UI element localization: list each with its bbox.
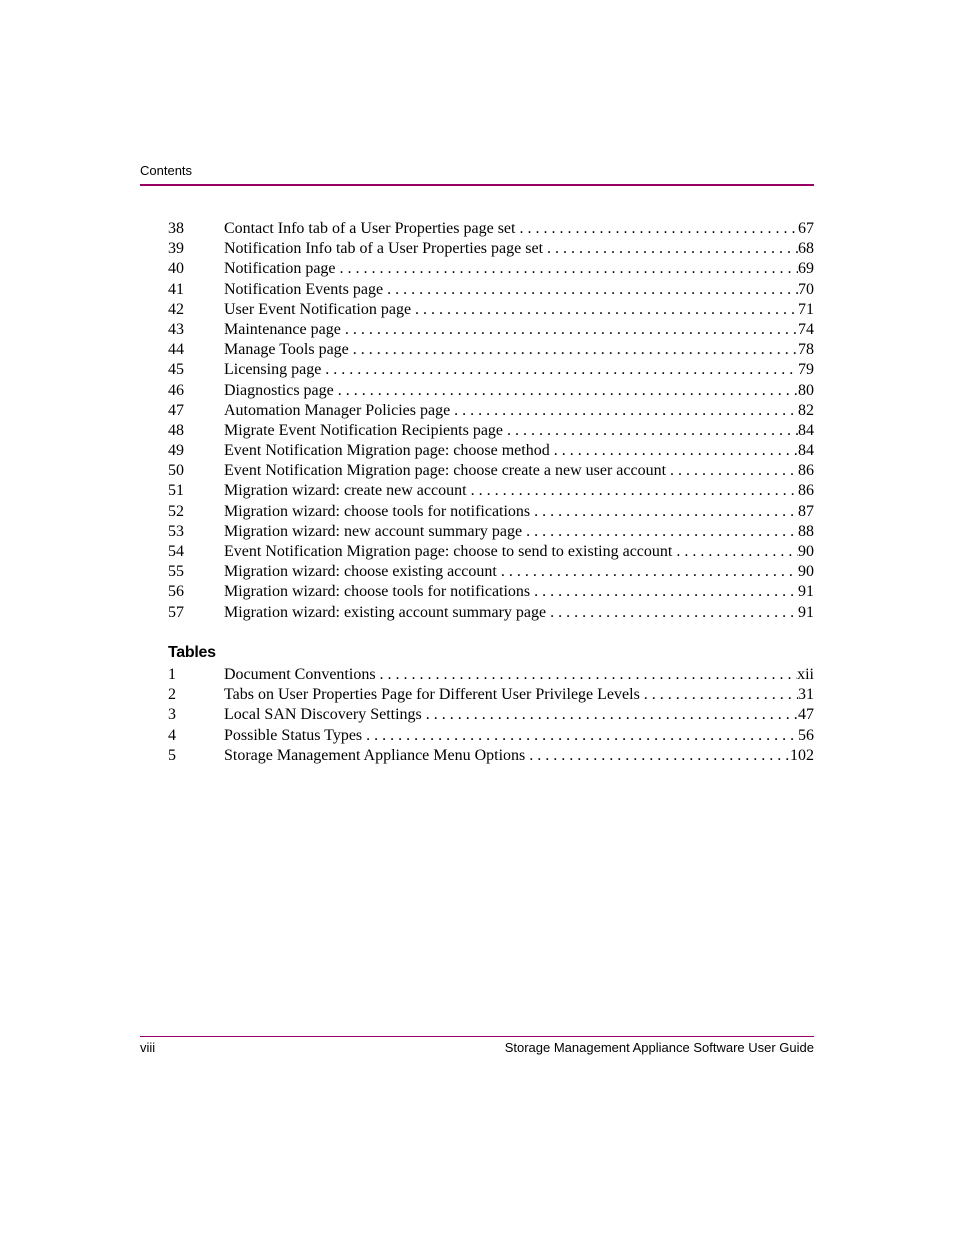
toc-entry[interactable] [168,239,814,259]
entry-title: Contact Info tab of a User Properties page set [224,220,516,237]
dot-leader [422,705,798,725]
entry-page-number: 84 [798,421,814,439]
dot-leader [411,300,798,320]
tables-list [168,665,814,766]
entry-number: 50 [168,462,184,480]
entry-page-number: 79 [798,361,814,379]
footer-rule [140,1036,814,1037]
entry-line [224,582,814,602]
entry-page-number: 90 [798,543,814,560]
dot-leader [515,219,798,239]
toc-entry[interactable] [168,502,814,522]
toc-entry[interactable] [168,603,814,623]
entry-title: Document Conventions [224,666,376,683]
entry-title: Notification Info tab of a User Properties page set [224,240,544,258]
dot-leader [383,280,798,300]
entry-page-number: 91 [798,603,814,621]
entry-page-number: 31 [798,686,814,704]
entry-number: 4 [168,726,176,744]
entry-page-number: 67 [798,220,814,237]
entry-line [224,401,814,421]
dot-leader [530,502,798,522]
entry-number: 54 [168,543,184,560]
toc-entry[interactable] [168,259,814,279]
entry-title: Storage Management Appliance Menu Options [224,746,526,764]
entry-line [224,542,814,562]
entry-page-number: 86 [798,482,814,500]
toc-entry[interactable] [168,441,814,461]
figures-list [168,219,814,623]
entry-title: Migration wizard: create new account [224,482,467,500]
entry-title: Licensing page [224,361,322,379]
dot-leader [467,481,798,501]
entry-number: 56 [168,583,184,601]
entry-page-number: 84 [798,442,814,460]
entry-page-number: 90 [798,563,814,581]
entry-title: User Event Notification page [224,300,412,318]
tables-heading: Tables [168,644,216,661]
entry-page-number: 71 [798,300,814,318]
toc-entry[interactable] [168,542,814,562]
entry-number: 1 [168,666,176,683]
entry-number: 41 [168,280,184,298]
entry-title: Maintenance page [224,320,341,338]
toc-entry[interactable] [168,360,814,380]
entry-number: 45 [168,361,184,379]
entry-line [224,461,814,481]
entry-page-number: 102 [790,746,814,764]
entry-number: 52 [168,502,184,520]
entry-line [224,746,814,766]
entry-number: 53 [168,522,184,540]
entry-line [224,421,814,441]
entry-line [224,665,814,685]
entry-title: Event Notification Migration page: choose create a new user account [224,462,667,480]
entry-page-number: 70 [798,280,814,298]
entry-line [224,360,814,380]
dot-leader [450,401,798,421]
entry-line [224,705,814,725]
entry-number: 38 [168,220,184,237]
entry-line [224,259,814,279]
entry-line [224,300,814,320]
entry-line [224,726,814,746]
dot-leader [362,726,798,746]
entry-number: 3 [168,706,176,724]
dot-leader [334,381,798,401]
toc-entry[interactable] [168,401,814,421]
dot-leader [550,441,798,461]
toc-entry[interactable] [168,522,814,542]
entry-line [224,239,814,259]
toc-entry[interactable] [168,726,814,746]
toc-entry[interactable] [168,320,814,340]
toc-entry[interactable] [168,300,814,320]
entry-line [224,481,814,501]
entry-number: 48 [168,421,184,439]
toc-entry[interactable] [168,582,814,602]
entry-number: 42 [168,300,184,318]
dot-leader [349,340,798,360]
toc-entry[interactable] [168,280,814,300]
entry-number: 39 [168,240,184,258]
toc-entry[interactable] [168,562,814,582]
entry-title: Migration wizard: existing account summary page [224,603,547,621]
toc-entry[interactable] [168,340,814,360]
entry-page-number: 68 [798,240,814,258]
entry-line [224,441,814,461]
entry-page-number: 78 [798,341,814,359]
entry-title: Possible Status Types [224,726,363,744]
dot-leader [522,522,798,542]
entry-line [224,562,814,582]
entry-page-number: 74 [798,320,814,338]
entry-title: Event Notification Migration page: choose method [224,442,550,460]
footer-page-number: viii [140,1040,156,1055]
dot-leader [497,562,798,582]
entry-number: 49 [168,442,184,460]
toc-entry[interactable] [168,746,814,766]
dot-leader [321,360,798,380]
entry-number: 40 [168,260,184,278]
entry-page-number: 82 [798,401,814,419]
dot-leader [666,461,798,481]
entry-page-number: 87 [798,502,814,520]
running-header: Contents [140,163,193,178]
entry-number: 51 [168,482,184,500]
dot-leader [341,320,798,340]
entry-line [224,603,814,623]
footer-book-title: Storage Management Appliance Software User Guide [504,1040,814,1055]
dot-leader [376,665,798,685]
dot-leader [672,542,798,562]
entry-line [224,320,814,340]
dot-leader [503,421,798,441]
entry-title: Diagnostics page [224,381,334,399]
entry-line [224,219,814,239]
dot-leader [530,582,798,602]
entry-number: 44 [168,341,184,359]
entry-page-number: 47 [798,706,814,724]
entry-page-number: 91 [798,583,814,601]
entry-number: 57 [168,603,184,621]
toc-entry[interactable] [168,421,814,441]
entry-title: Migrate Event Notification Recipients page [224,421,504,439]
entry-number: 55 [168,563,184,581]
entry-title: Migration wizard: new account summary page [224,522,523,540]
entry-title: Automation Manager Policies page [224,401,451,419]
entry-line [224,340,814,360]
toc-entry[interactable] [168,461,814,481]
entry-page-number: 69 [798,260,814,278]
entry-line [224,502,814,522]
entry-title: Event Notification Migration page: choose to send to existing account [224,543,673,560]
entry-title: Notification page [224,260,336,278]
dot-leader [336,259,798,279]
dot-leader [543,239,798,259]
entry-line [224,381,814,401]
entry-number: 5 [168,746,176,764]
dot-leader [640,685,798,705]
dot-leader [546,603,798,623]
entry-number: 47 [168,401,184,419]
dot-leader [525,746,790,766]
header-rule [140,184,814,186]
toc-entry[interactable] [168,665,814,685]
entry-title: Notification Events page [224,280,384,298]
toc-entry[interactable] [168,381,814,401]
entry-number: 2 [168,686,176,704]
entry-title: Migration wizard: choose existing account [224,563,497,581]
entry-number: 46 [168,381,184,399]
entry-line [224,280,814,300]
entry-page-number: 80 [798,381,814,399]
entry-title: Tabs on User Properties Page for Different User Privilege Levels [224,686,640,704]
entry-title: Migration wizard: choose tools for notifications [224,583,531,601]
toc-entry[interactable] [168,705,814,725]
entry-title: Local SAN Discovery Settings [224,706,422,724]
entry-line [224,685,814,705]
entry-page-number: 56 [798,726,814,744]
entry-title: Migration wizard: choose tools for notifications [224,502,531,520]
entry-line [224,522,814,542]
entry-page-number: 88 [798,522,814,540]
toc-entry[interactable] [168,219,814,239]
toc-entry[interactable] [168,685,814,705]
entry-title: Manage Tools page [224,341,349,359]
entry-number: 43 [168,320,184,338]
toc-entry[interactable] [168,481,814,501]
entry-page-number: 86 [798,462,814,480]
entry-page-number: xii [797,666,814,683]
